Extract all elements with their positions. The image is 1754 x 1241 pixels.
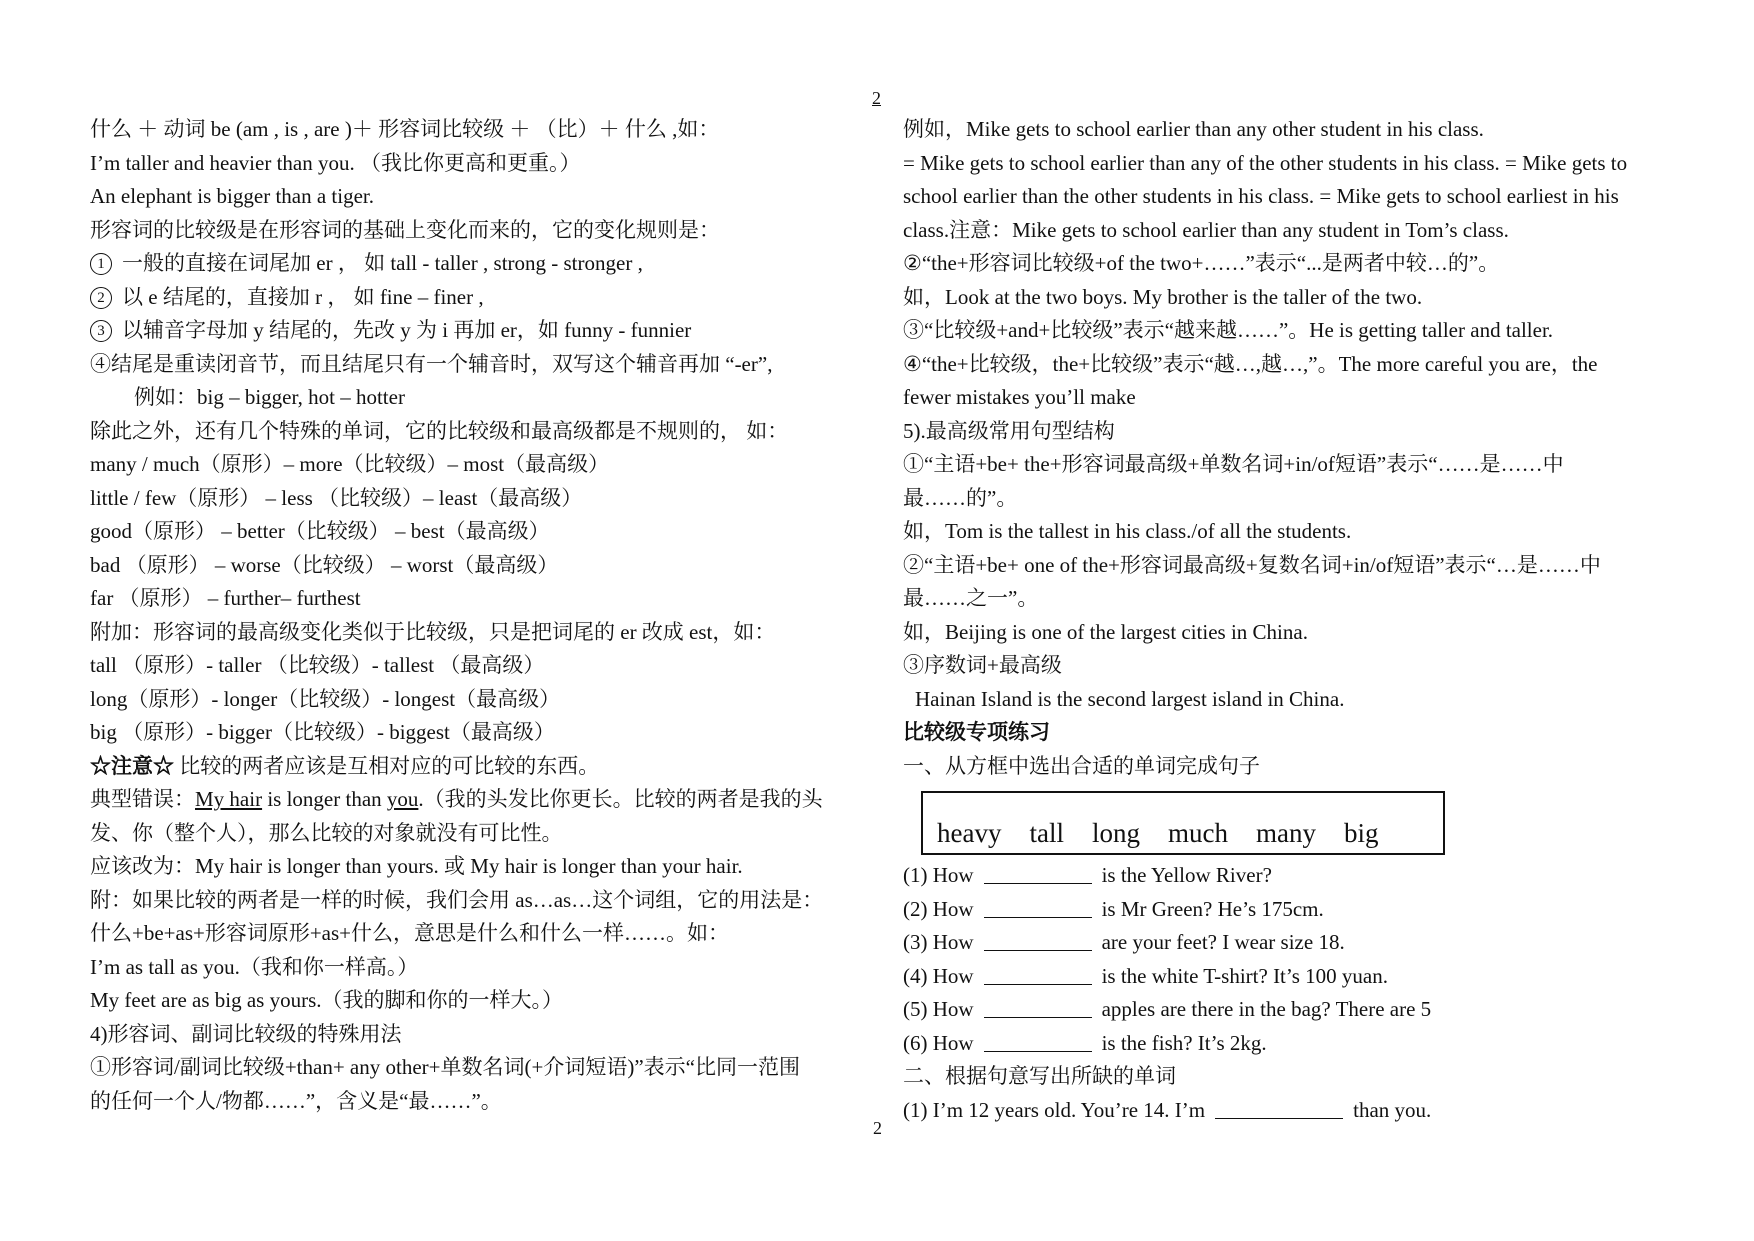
word-many: many	[1255, 818, 1316, 848]
circled-number: 1	[90, 253, 112, 275]
circled-number: 2	[90, 287, 112, 309]
answer-blank[interactable]	[984, 897, 1092, 918]
text-line: 最……的”。	[903, 485, 1018, 510]
answer-blank[interactable]	[1215, 1098, 1343, 1119]
circled-number: 3	[90, 320, 112, 342]
error-prefix: 典型错误：	[90, 787, 195, 811]
section-heading: 4)形容词、副词比较级的特殊用法	[90, 1021, 402, 1046]
question-prefix: (1) I’m 12 years old. You’re 14. I’m	[903, 1097, 1206, 1122]
question-1	[903, 859, 1673, 893]
superlative-form: tall （原形）- taller （比较级）- tallest （最高级）	[90, 653, 545, 677]
text-line: An elephant is bigger than a tiger.	[90, 184, 375, 208]
irregular-form: far （原形） – further– furthest	[90, 586, 361, 610]
question-text: apples are there in the bag? There are 5	[1101, 997, 1432, 1021]
text-line: 什么 ＋ 动词 be (am , is , are )＋ 形容词比较级 ＋ （比）＋ 什么 ,如：	[90, 117, 720, 141]
note-line	[90, 750, 870, 784]
question-4	[903, 960, 1673, 994]
word-much: much	[1167, 818, 1228, 848]
superlative-form: long（原形）- longer（比较级）- longest（最高级）	[90, 686, 561, 711]
text-line: ③序数词+最高级	[903, 653, 1062, 677]
rule-3	[90, 314, 870, 348]
answer-blank[interactable]	[984, 1031, 1092, 1052]
rule-1	[90, 247, 870, 281]
text-line: ①形容词/副词比较级+than+ any other+单数名词(+介词短语)”表示“比同一范围	[90, 1055, 800, 1079]
text-line: 例如，Mike gets to school earlier than any other student in his class.	[903, 117, 1484, 141]
text-line: ②“the+形容词比较级+of the two+……”表示“...是两者中较…的”。	[903, 251, 1500, 275]
error-mid: is longer than	[262, 787, 387, 811]
rule-text: 以 e 结尾的，直接加 r ， 如 fine – finer ,	[122, 284, 484, 309]
text-line: = Mike gets to school earlier than any of the other students in his class. = Mike gets to	[903, 150, 1628, 175]
exercise-title: 比较级专项练习	[903, 720, 1050, 744]
text-line: 什么+be+as+形容词原形+as+什么，意思是什么和什么一样……。如：	[90, 921, 730, 945]
answer-blank[interactable]	[984, 964, 1092, 985]
text-line: Hainan Island is the second largest island in China.	[915, 686, 1345, 711]
note-label: ☆注意☆	[90, 753, 174, 778]
irregular-form: good（原形） – better（比较级） – best（最高级）	[90, 519, 550, 543]
question-prefix: (6) How	[903, 1030, 974, 1055]
text-line: 的任何一个人/物都……”，含义是“最……”。	[90, 1088, 502, 1113]
question-prefix: (1) How	[903, 863, 974, 887]
text-line: school earlier than the other students in his class. = Mike gets to school earliest in his	[903, 184, 1619, 208]
question-7	[903, 1094, 1673, 1128]
text-line: 附加：形容词的最高级变化类似于比较级，只是把词尾的 er 改成 est，如：	[90, 619, 776, 644]
question-text: are your feet? I wear size 18.	[1101, 930, 1345, 954]
question-text: than you.	[1353, 1097, 1432, 1122]
question-text: is the Yellow River?	[1101, 863, 1272, 887]
word-tall: tall	[1029, 818, 1064, 848]
word-long: long	[1091, 818, 1140, 848]
text-line: 最……之一”。	[903, 586, 1039, 610]
irregular-form: many / much（原形）– more（比较级）– most（最高级）	[90, 452, 610, 476]
text-line: 如，Beijing is one of the largest cities in China.	[903, 619, 1308, 644]
word-big: big	[1343, 818, 1379, 848]
part-1-heading: 一、从方框中选出合适的单词完成句子	[903, 753, 1260, 778]
note-text: 比较的两者应该是互相对应的可比较的东西。	[174, 753, 600, 778]
text-line: I’m taller and heavier than you. （我比你更高和更重。）	[90, 150, 581, 175]
left-column	[90, 113, 870, 1118]
page-number-top: 2	[872, 88, 881, 108]
word-box	[921, 791, 1445, 855]
text-line: ④“the+比较级，the+比较级”表示“越…,越…,”。The more careful you are，the	[903, 351, 1598, 376]
question-text: is the fish? It’s 2kg.	[1101, 1030, 1267, 1055]
answer-blank[interactable]	[984, 997, 1092, 1018]
question-3	[903, 926, 1673, 960]
section-heading: 5).最高级常用句型结构	[903, 418, 1115, 443]
rule-text: 以辅音字母加 y 结尾的，先改 y 为 i 再加 er，如 funny - funnier	[122, 318, 692, 342]
text-line: ②“主语+be+ one of the+形容词最高级+复数名词+in/of短语”表示“…是……中	[903, 552, 1601, 577]
right-column	[903, 113, 1673, 1127]
text-line: 附：如果比较的两者是一样的时候，我们会用 as…as…这个词组，它的用法是：	[90, 887, 824, 912]
irregular-form: bad （原形） – worse（比较级） – worst（最高级）	[90, 552, 559, 577]
underlined-text: My hair	[195, 787, 263, 811]
question-prefix: (5) How	[903, 997, 974, 1021]
text-line: 除此之外，还有几个特殊的单词，它的比较级和最高级都是不规则的， 如：	[90, 418, 789, 443]
text-line: My feet are as big as yours.（我的脚和你的一样大。）	[90, 988, 564, 1012]
typical-error-line	[90, 783, 870, 817]
superlative-form: big （原形）- bigger（比较级）- biggest（最高级）	[90, 720, 555, 744]
underlined-text: you	[386, 787, 419, 811]
question-2	[903, 893, 1673, 927]
answer-blank[interactable]	[984, 930, 1092, 951]
question-text: is the white T-shirt? It’s 100 yuan.	[1101, 963, 1388, 988]
text-line: 应该改为：My hair is longer than yours. 或 My hair is longer than your hair.	[90, 854, 743, 878]
rule-text: 一般的直接在词尾加 er ， 如 tall - taller , strong - stronger ,	[122, 251, 643, 275]
question-5	[903, 993, 1673, 1027]
question-text: is Mr Green? He’s 175cm.	[1101, 896, 1324, 921]
rule-4-example: 例如：big – bigger, hot – hotter	[134, 385, 405, 409]
question-prefix: (2) How	[903, 896, 974, 921]
irregular-form: little / few（原形） – less （比较级）– least（最高级）	[90, 485, 583, 510]
text-line: 如，Tom is the tallest in his class./of all the students.	[903, 519, 1352, 543]
text-line: 如，Look at the two boys. My brother is the taller of the two.	[903, 284, 1423, 309]
text-line: 形容词的比较级是在形容词的基础上变化而来的，它的变化规则是：	[90, 217, 720, 242]
error-rest: .（我的头发比你更长。比较的两者是我的头	[418, 787, 823, 811]
text-line: I’m as tall as you.（我和你一样高。）	[90, 954, 419, 979]
answer-blank[interactable]	[984, 863, 1092, 884]
rule-2	[90, 281, 870, 315]
rule-4: ④结尾是重读闭音节，而且结尾只有一个辅音时，双写这个辅音再加 “-er”,	[90, 351, 773, 376]
part-2-heading: 二、根据句意写出所缺的单词	[903, 1064, 1176, 1088]
page-number-bottom: 2	[873, 1118, 882, 1138]
text-line: 发、你（整个人），那么比较的对象就没有可比性。	[90, 820, 563, 845]
text-line: ③“比较级+and+比较级”表示“越来越……”。He is getting taller and taller.	[903, 318, 1554, 342]
text-line: fewer mistakes you’ll make	[903, 385, 1136, 409]
word-heavy: heavy	[937, 818, 1002, 848]
text-line: ①“主语+be+ the+形容词最高级+单数名词+in/of短语”表示“……是……中	[903, 452, 1564, 476]
question-6	[903, 1027, 1673, 1061]
question-prefix: (3) How	[903, 930, 974, 954]
text-line: class.注意：Mike gets to school earlier than any student in Tom’s class.	[903, 217, 1509, 242]
question-prefix: (4) How	[903, 963, 974, 988]
